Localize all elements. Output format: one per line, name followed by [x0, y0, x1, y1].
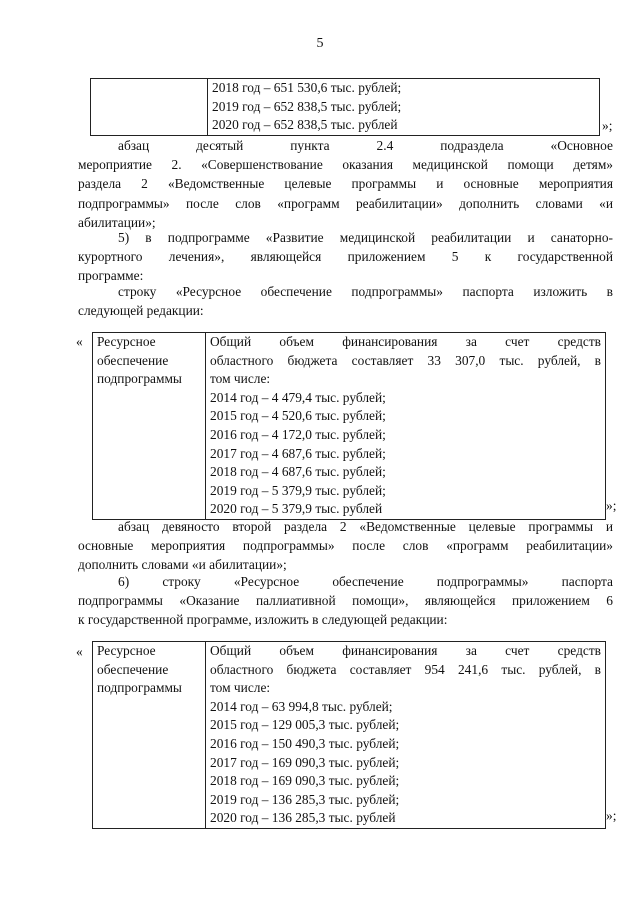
paragraph-item-5 — [78, 228, 613, 286]
table2-intro-line: том числе: — [210, 680, 271, 696]
table1-label-cell — [93, 333, 206, 520]
table2-label-line: подпрограммы — [97, 680, 182, 696]
table2-year-row: 2015 год – 129 005,3 тыс. рублей; — [210, 717, 400, 733]
table2-label-line: Ресурсное — [97, 643, 156, 658]
table2-year-row: 2020 год – 136 285,3 тыс. рублей — [210, 810, 396, 826]
table2-label-cell — [93, 642, 206, 829]
table1-year-row: 2015 год – 4 520,6 тыс. рублей; — [210, 408, 386, 424]
table2-year-row: 2014 год – 63 994,8 тыс. рублей; — [210, 698, 393, 714]
table1-year-row: 2018 год – 4 687,6 тыс. рублей; — [210, 464, 386, 480]
text-line: мероприятие 2. «Совершенствование оказания медицинской помощи детям» — [78, 157, 613, 173]
table2-label-line: обеспечение — [97, 661, 169, 677]
table1-close-quote: »; — [606, 498, 617, 513]
text-line: программе: — [78, 268, 144, 284]
top-table-close-quote: »; — [602, 118, 613, 133]
table1-year-row: 2020 год – 5 379,9 тыс. рублей — [210, 501, 383, 517]
text-line: следующей редакции: — [78, 303, 204, 319]
top-table-label-cell — [91, 79, 208, 136]
paragraph-abzac-desyatyi — [78, 136, 613, 232]
page-number: 5 — [316, 36, 324, 51]
table2-year-row: 2017 год – 169 090,3 тыс. рублей; — [210, 754, 400, 770]
top-table-values-cell — [208, 79, 600, 136]
text-line: 5) в подпрограмме «Развитие медицинской реабилитации и санаторно- — [118, 230, 613, 245]
table1-year-row: 2017 год – 4 687,6 тыс. рублей; — [210, 445, 386, 461]
top-table-row: 2019 год – 652 838,5 тыс. рублей; — [212, 98, 402, 114]
paragraph-item-6 — [78, 572, 613, 630]
table1-resource-support — [92, 332, 606, 520]
text-line: подпрограммы «Оказание паллиативной помощи», являющейся приложением 6 — [78, 593, 613, 609]
top-table-row: 2020 год – 652 838,5 тыс. рублей — [212, 117, 398, 133]
table2-intro-line: Общий объем финансирования за счет средств — [210, 643, 601, 658]
top-funding-table — [90, 78, 600, 136]
table1-year-row: 2019 год – 5 379,9 тыс. рублей; — [210, 482, 386, 498]
table1-values-cell — [206, 333, 606, 520]
paragraph-abzac-devyanosto — [78, 517, 613, 575]
text-line: курортного лечения», являющейся приложением 5 к государственной — [78, 249, 613, 265]
table1-open-quote: « — [76, 334, 83, 349]
table1-intro-line: областного бюджета составляет 33 307,0 тыс. рублей, в — [210, 352, 601, 368]
table2-year-row: 2019 год – 136 285,3 тыс. рублей; — [210, 791, 400, 807]
table2-close-quote: »; — [606, 808, 617, 823]
text-line: подпрограммы» после слов «программ реабилитации» дополнить словами «и — [78, 195, 613, 211]
top-table-row: 2018 год – 651 530,6 тыс. рублей; — [212, 80, 402, 95]
table1-year-row: 2014 год – 4 479,4 тыс. рублей; — [210, 389, 386, 405]
table2-resource-support — [92, 641, 606, 829]
text-line: абзац десятый пункта 2.4 подраздела «Основное — [118, 138, 613, 153]
table1-intro-line: Общий объем финансирования за счет средств — [210, 334, 601, 349]
paragraph-stroku — [78, 282, 613, 320]
text-line: 6) строку «Ресурсное обеспечение подпрограммы» паспорта — [118, 574, 613, 589]
text-line: абзац девяносто второй раздела 2 «Ведомственные целевые программы и — [118, 519, 613, 534]
table1-year-row: 2016 год – 4 172,0 тыс. рублей; — [210, 426, 386, 442]
table2-year-row: 2018 год – 169 090,3 тыс. рублей; — [210, 773, 400, 789]
table1-label-line: Ресурсное — [97, 334, 156, 349]
table2-open-quote: « — [76, 644, 83, 659]
text-line: абилитации»; — [78, 214, 156, 230]
text-line: строку «Ресурсное обеспечение подпрограммы» паспорта изложить в — [118, 284, 613, 299]
table2-intro-line: областного бюджета составляет 954 241,6 тыс. рублей, в — [210, 661, 601, 677]
text-line: дополнить словами «и абилитации»; — [78, 557, 287, 573]
table2-year-row: 2016 год – 150 490,3 тыс. рублей; — [210, 735, 400, 751]
text-line: к государственной программе, изложить в следующей редакции: — [78, 612, 448, 628]
table1-label-line: подпрограммы — [97, 371, 182, 387]
text-line: раздела 2 «Ведомственные целевые программы и основные мероприятия — [78, 176, 613, 192]
table2-values-cell — [206, 642, 606, 829]
text-line: основные мероприятия подпрограммы» после слов «программ реабилитации» — [78, 538, 613, 554]
table1-intro-line: том числе: — [210, 371, 271, 387]
table1-label-line: обеспечение — [97, 352, 169, 368]
